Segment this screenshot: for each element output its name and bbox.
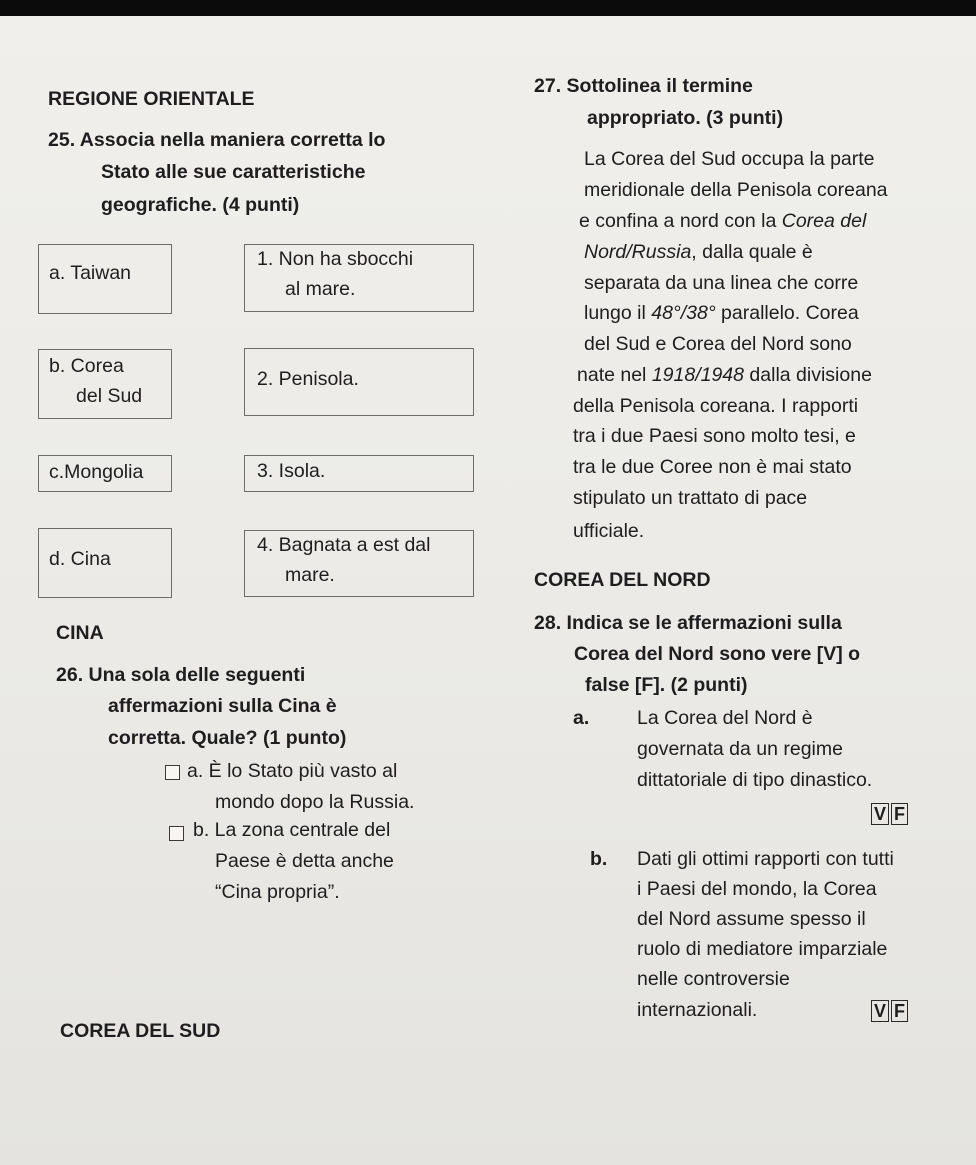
q27-line4-plain: , dalla quale è: [691, 241, 813, 263]
q28-b-false-box[interactable]: F: [891, 1000, 908, 1022]
q27-text-line1: La Corea del Sud occupa la parte: [584, 148, 875, 170]
q28-a-true-box[interactable]: V: [871, 803, 889, 825]
q28-item-a-marker: a.: [573, 707, 590, 729]
china-heading: CINA: [56, 622, 104, 644]
q27-text-line13: ufficiale.: [573, 520, 645, 542]
state-box-a[interactable]: [38, 244, 172, 314]
q25-title-line2: Stato alle sue caratteristiche: [101, 161, 366, 183]
q27-text-line3: [579, 206, 866, 237]
q26-option-b-line1: b. La zona centrale del: [193, 819, 391, 841]
q28-title-line3: false [F]. (2 punti): [585, 674, 748, 696]
feature-1-line1: 1. Non ha sbocchi: [257, 248, 414, 270]
q26-title-line1: 26. Una sola delle seguenti: [56, 664, 306, 686]
q26-option-a-line1: a. È lo Stato più vasto al: [187, 760, 398, 782]
q28-item-b-line4: ruolo di mediatore imparziale: [637, 938, 888, 960]
q26-title-line3: corretta. Quale? (1 punto): [108, 727, 347, 749]
state-box-d[interactable]: [38, 528, 172, 598]
state-b-label-line2: del Sud: [76, 385, 143, 407]
q28-item-b-line5: nelle controversie: [637, 968, 790, 990]
q28-item-a-line1: La Corea del Nord è: [637, 707, 813, 729]
feature-box-2[interactable]: [244, 348, 474, 416]
q27-text-line10: tra i due Paesi sono molto tesi, e: [573, 425, 856, 447]
state-box-c[interactable]: [38, 455, 172, 492]
q28-item-b-vf: [871, 1000, 910, 1022]
feature-4-line2: mare.: [285, 564, 335, 586]
state-b-label-line1: b. Corea: [49, 355, 124, 377]
q27-choice-corea-del[interactable]: Corea del: [781, 210, 867, 232]
q26-option-b-line3: “Cina propria”.: [215, 881, 340, 903]
q28-item-b-line3: del Nord assume spesso il: [637, 908, 866, 930]
q27-line6-plain-end: parallelo. Corea: [715, 302, 859, 324]
q27-line6-plain-start: lungo il: [584, 302, 652, 324]
q27-choice-year[interactable]: 1918/1948: [651, 364, 744, 386]
q28-title-line2: Corea del Nord sono vere [V] o: [574, 643, 861, 665]
q27-text-line6: [584, 298, 859, 329]
q27-line8-plain-start: nate nel: [577, 364, 652, 386]
q28-item-b-line1: Dati gli ottimi rapporti con tutti: [637, 848, 894, 870]
q28-b-true-box[interactable]: V: [871, 1000, 889, 1022]
q27-title-line1: 27. Sottolinea il termine: [534, 75, 753, 97]
q27-text-line2: meridionale della Penisola coreana: [584, 179, 888, 201]
feature-box-3[interactable]: [244, 455, 474, 492]
q28-item-b-line6: internazionali.: [637, 999, 758, 1021]
feature-4-line1: 4. Bagnata a est dal: [257, 534, 431, 556]
q28-item-a-line3: dittatoriale di tipo dinastico.: [637, 769, 873, 791]
top-dark-edge: [0, 0, 976, 16]
state-box-b[interactable]: [38, 349, 172, 419]
q28-item-a-vf: [871, 803, 910, 825]
q25-title-line3: geografiche. (4 punti): [101, 194, 300, 216]
q27-text-line5: separata da una linea che corre: [584, 272, 859, 294]
feature-1-line2: al mare.: [285, 278, 356, 300]
feature-box-1[interactable]: [244, 244, 474, 312]
q27-text-line8: [577, 360, 872, 391]
south-korea-heading: COREA DEL SUD: [60, 1020, 221, 1042]
q27-text-line4: [584, 237, 813, 268]
q28-item-b-line2: i Paesi del mondo, la Corea: [637, 878, 877, 900]
state-a-label: a. Taiwan: [49, 262, 132, 284]
q27-line3-plain: e confina a nord con la: [579, 210, 782, 232]
feature-3-label: 3. Isola.: [257, 460, 326, 482]
north-korea-heading: COREA DEL NORD: [534, 569, 711, 591]
feature-2-label: 2. Penisola.: [257, 368, 359, 390]
q25-title-line1: 25. Associa nella maniera corretta lo: [48, 129, 386, 151]
q28-a-false-box[interactable]: F: [891, 803, 908, 825]
feature-box-4[interactable]: [244, 530, 474, 597]
q28-title-line1: 28. Indica se le affermazioni sulla: [534, 612, 842, 634]
q28-item-a-line2: governata da un regime: [637, 738, 843, 760]
q26-option-b-checkbox[interactable]: [169, 826, 184, 841]
q27-text-line7: del Sud e Corea del Nord sono: [584, 333, 852, 355]
state-c-label: c.Mongolia: [49, 461, 144, 483]
q27-choice-nord-russia[interactable]: Nord/Russia: [584, 241, 692, 263]
q26-option-b-line2: Paese è detta anche: [215, 850, 394, 872]
q26-option-a-line2: mondo dopo la Russia.: [215, 791, 415, 813]
q26-title-line2: affermazioni sulla Cina è: [108, 695, 337, 717]
q27-text-line12: stipulato un trattato di pace: [573, 487, 808, 509]
region-heading: REGIONE ORIENTALE: [48, 88, 255, 110]
q27-title-line2: appropriato. (3 punti): [587, 107, 784, 129]
q27-line8-plain-end: dalla divisione: [744, 364, 872, 386]
q27-choice-parallel[interactable]: 48°/38°: [651, 302, 716, 324]
q27-text-line9: della Penisola coreana. I rapporti: [573, 395, 859, 417]
state-d-label: d. Cina: [49, 548, 111, 570]
q28-item-b-marker: b.: [590, 848, 608, 870]
q27-text-line11: tra le due Coree non è mai stato: [573, 456, 852, 478]
q26-option-a-checkbox[interactable]: [165, 765, 180, 780]
